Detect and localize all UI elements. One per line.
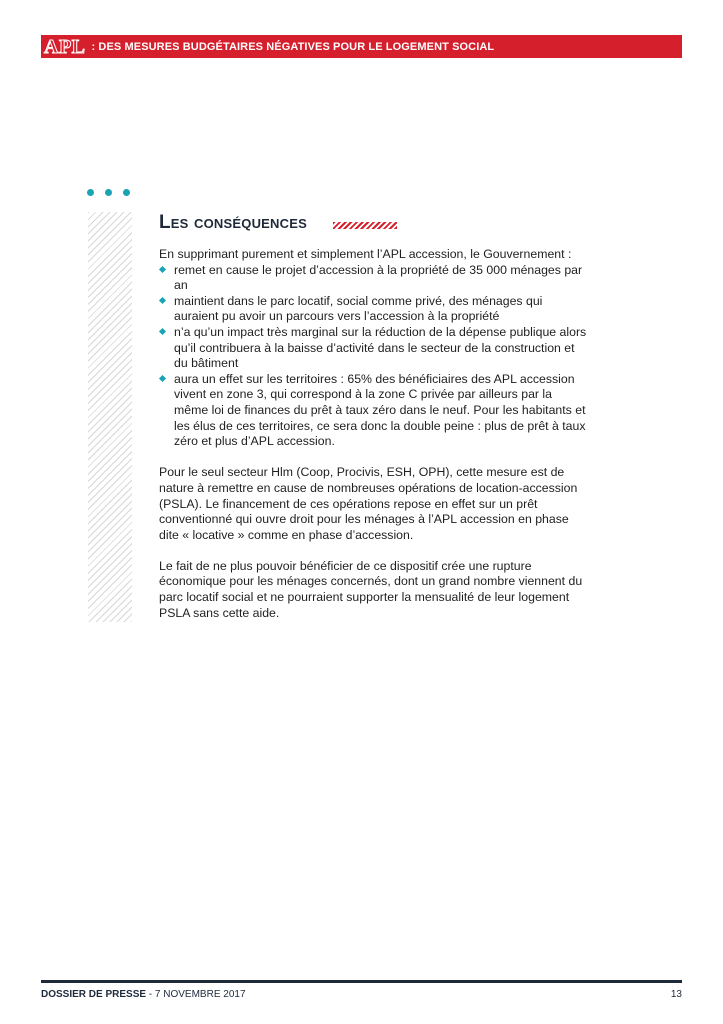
diamond-bullet-icon	[159, 297, 166, 304]
list-item	[174, 294, 589, 325]
list-item-text: aura un effet sur les territoires : 65% des bénéficiaires des APL accession vivent en zone 3, qui correspond à la zone C privée par ailleurs par la même loi de finances du prêt à taux zéro dans le neuf. Pour les habitants et les élus de ces territoires, ce sera donc la double peine : plus de prêt à taux zéro et plus d’APL accession.	[174, 371, 586, 449]
footer-dossier: DOSSIER DE PRESSE	[41, 989, 147, 1000]
list-item	[174, 372, 589, 450]
list-item-text: n’a qu’un impact très marginal sur la réduction de la dépense publique alors qu’il contribuera à la baisse d’activité dans le secteur de la construction et du bâtiment	[174, 324, 587, 371]
footer-date: - 7 NOVEMBRE 2017	[146, 989, 246, 1000]
header-bar	[41, 35, 682, 58]
dot-icon	[105, 189, 112, 196]
list-item-text: remet en cause le projet d’accession à la propriété de 35 000 ménages par an	[174, 262, 583, 293]
diamond-bullet-icon	[159, 266, 166, 273]
side-hatch-decoration	[88, 212, 132, 622]
section-content	[159, 247, 589, 621]
apl-logo: APL	[44, 35, 86, 58]
title-hatch-decoration	[333, 222, 397, 229]
section-title-row	[159, 212, 397, 234]
list-item-text: maintient dans le parc locatif, social comme privé, des ménages qui auraient pu avoir un parcours vers l’accession à la propriété	[174, 293, 543, 324]
diamond-bullet-icon	[159, 375, 166, 382]
list-item	[174, 325, 589, 372]
section-title: Les conséquences	[159, 212, 307, 233]
header-title: : DES MESURES BUDGÉTAIRES NÉGATIVES POUR LE LOGEMENT SOCIAL	[91, 40, 495, 53]
paragraph-rupture: Le fait de ne plus pouvoir bénéficier de ce dispositif crée une rupture économique pour les ménages concernés, dont un grand nombre viennent du parc locatif social et ne pourraient supporter la mensualité de leur logement PSLA sans cette aide.	[159, 558, 583, 620]
paragraph-hlm: Pour le seul secteur Hlm (Coop, Procivis, ESH, OPH), cette mesure est de nature à remettre en cause de nombreuses opérations de location-accession (PSLA). Le financement de ces opérations repose en effet sur un prêt conventionné qui ouvre droit pour les ménages à l’APL accession en phase dite « locative » comme en phase d’accession.	[159, 465, 578, 542]
bullet-list	[159, 263, 589, 450]
page-number: 13	[670, 989, 682, 1000]
intro-text: En supprimant purement et simplement l’APL accession, le Gouvernement :	[159, 247, 572, 261]
footer-rule	[41, 980, 682, 983]
decorative-dots	[87, 189, 130, 196]
dot-icon	[87, 189, 94, 196]
list-item	[174, 263, 589, 294]
diamond-bullet-icon	[159, 328, 166, 335]
footer-label	[41, 989, 246, 1000]
dot-icon	[123, 189, 130, 196]
